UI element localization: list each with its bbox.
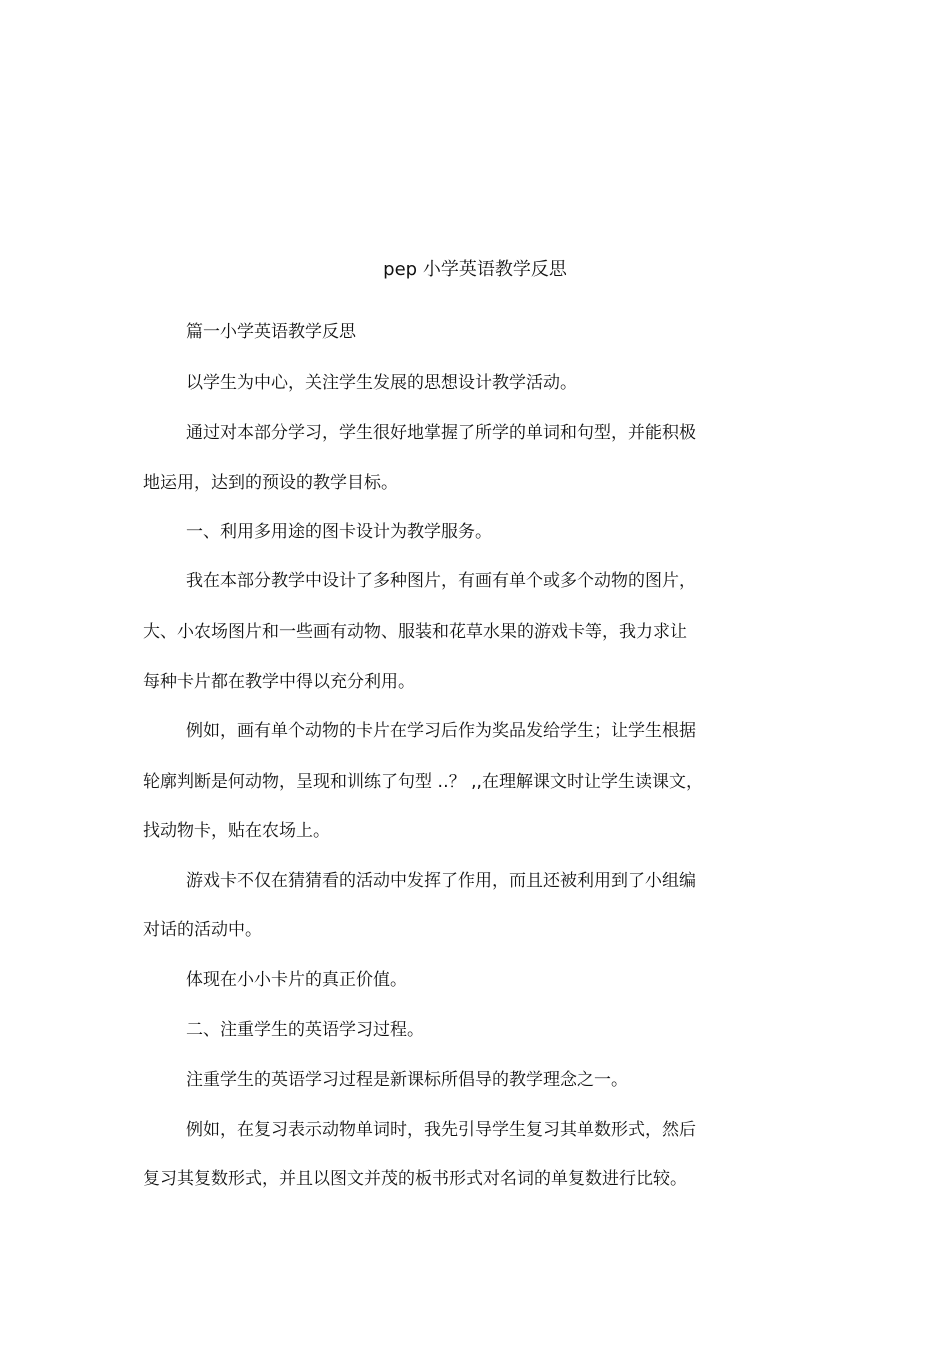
paragraph-line: 轮廓判断是何动物，呈现和训练了句型 ‥？ ,,在理解课文时让学生读课文， — [143, 772, 703, 792]
section-heading: 篇一小学英语教学反思 — [186, 322, 356, 342]
paragraph-line: 复习其复数形式，并且以图文并茂的板书形式对名词的单复数进行比较。 — [143, 1169, 687, 1189]
document-title: pep 小学英语教学反思 — [383, 259, 567, 280]
paragraph-line: 地运用，达到的预设的教学目标。 — [143, 473, 398, 493]
section-heading: 一、利用多用途的图卡设计为教学服务。 — [186, 522, 492, 542]
paragraph-line: 例如，画有单个动物的卡片在学习后作为奖品发给学生；让学生根据 — [186, 721, 696, 741]
paragraph-line: 大、小农场图片和一些画有动物、服装和花草水果的游戏卡等，我力求让 — [143, 622, 687, 642]
paragraph-line: 体现在小小卡片的真正价值。 — [186, 970, 407, 990]
section-heading: 二、注重学生的英语学习过程。 — [186, 1020, 424, 1040]
paragraph-line: 以学生为中心，关注学生发展的思想设计教学活动。 — [186, 373, 577, 393]
paragraph-line: 我在本部分教学中设计了多种图片，有画有单个或多个动物的图片， — [186, 571, 696, 591]
paragraph-line: 注重学生的英语学习过程是新课标所倡导的教学理念之一。 — [186, 1070, 628, 1090]
paragraph-line: 每种卡片都在教学中得以充分利用。 — [143, 672, 415, 692]
paragraph-line: 通过对本部分学习，学生很好地掌握了所学的单词和句型，并能积极 — [186, 423, 696, 443]
paragraph-line: 对话的活动中。 — [143, 920, 262, 940]
paragraph-line: 游戏卡不仅在猜猜看的活动中发挥了作用，而且还被利用到了小组编 — [186, 871, 696, 891]
paragraph-line: 找动物卡，贴在农场上。 — [143, 821, 330, 841]
paragraph-line: 例如，在复习表示动物单词时，我先引导学生复习其单数形式，然后 — [186, 1120, 696, 1140]
